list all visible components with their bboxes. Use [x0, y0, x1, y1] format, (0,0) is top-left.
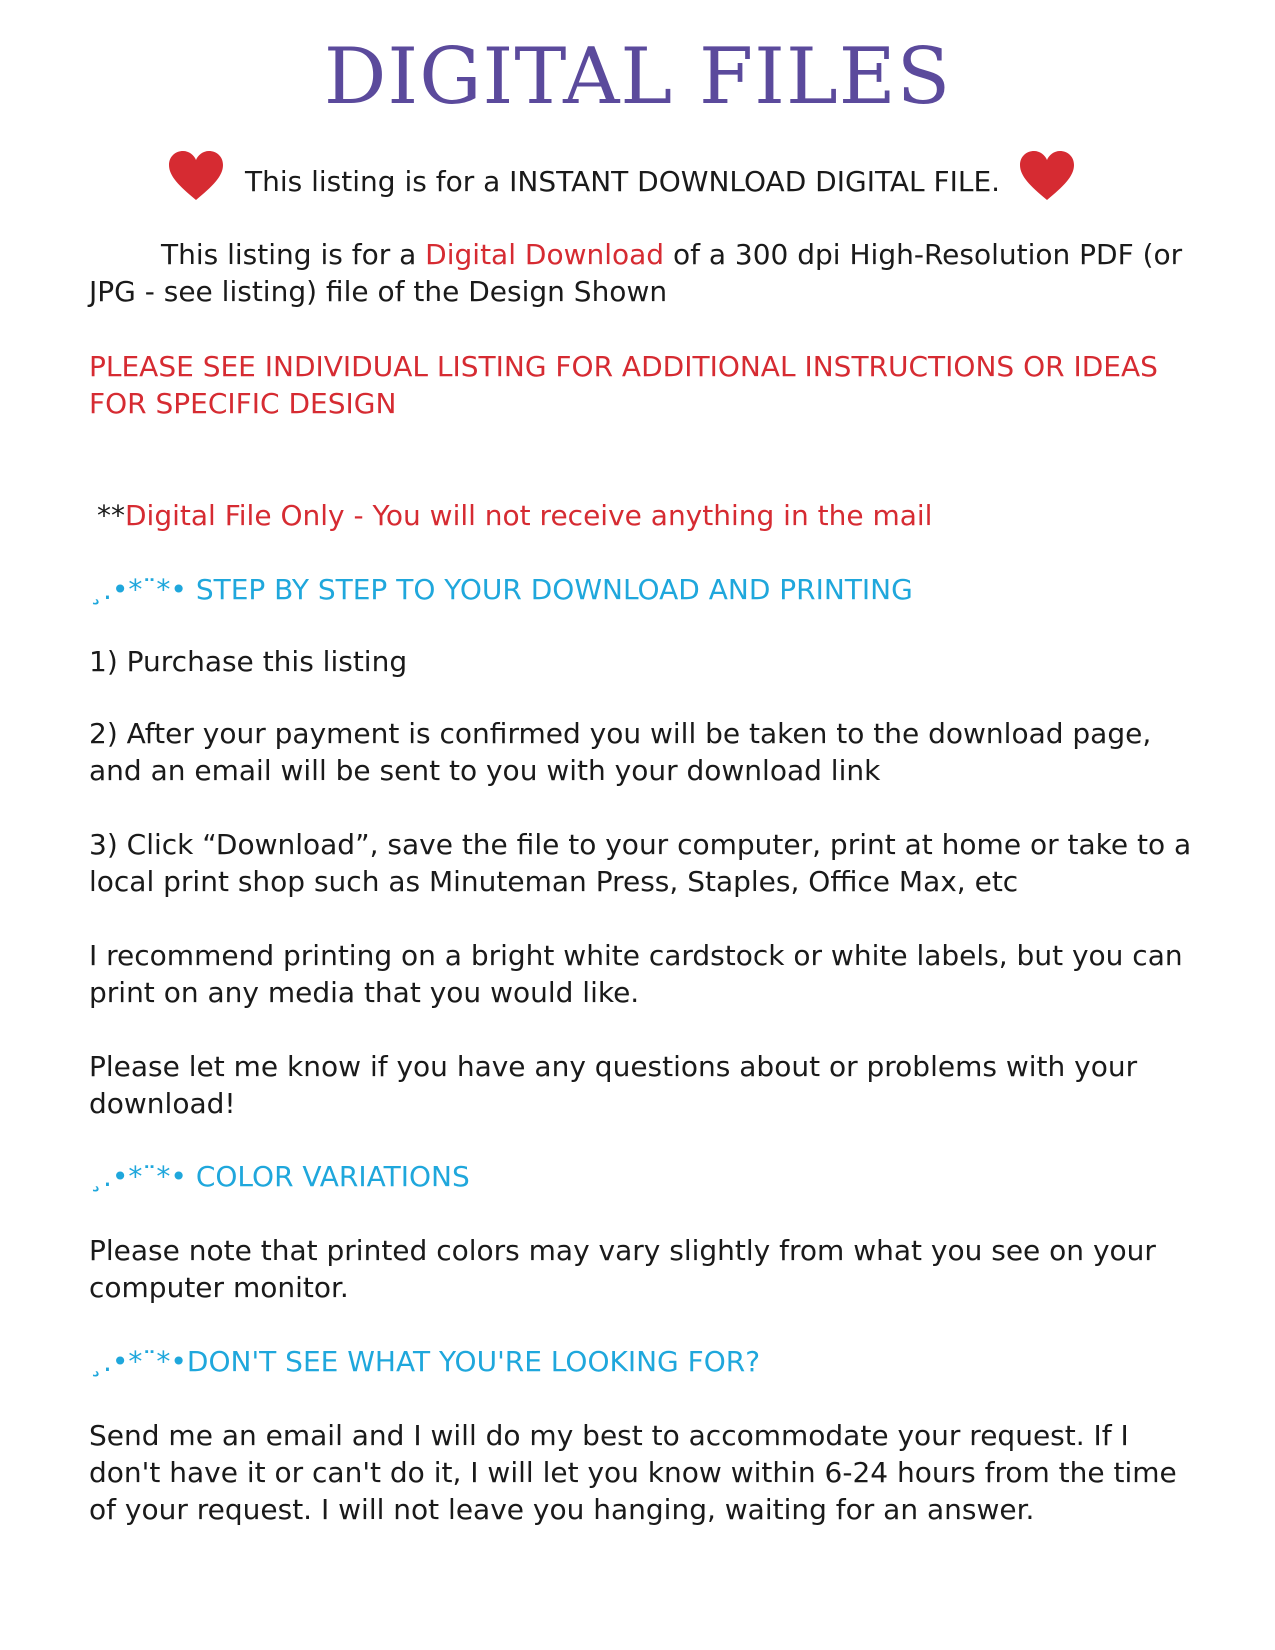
heart-icon [167, 150, 225, 202]
page-title: DIGITAL FILES [323, 32, 952, 122]
color-variations-text: Please note that printed colors may vary slightly from what you see on your computer monitor. [89, 1234, 1156, 1304]
description-paragraph [89, 236, 1199, 310]
step-2: 2) After your payment is confirmed you will be taken to the download page, and an email will be sent to you with your download link [89, 717, 1152, 787]
printing-recommendation: I recommend printing on a bright white cardstock or white labels, but you can print on any media that you would like. [89, 939, 1183, 1009]
intro-text: This listing is for a INSTANT DOWNLOAD DIGITAL FILE. [245, 165, 1001, 198]
heart-icon [1018, 150, 1076, 202]
request-text: Send me an email and I will do my best to accommodate your request. If I don't have it or can't do it, I will let you know within 6-24 hours from the time of your request. I will not leave you hanging, waiting for an answer. [89, 1419, 1177, 1526]
description-text-after: of a 300 dpi High-Resolution PDF (or JPG - see listing) file of the Design Shown [89, 238, 1183, 308]
digital-download-highlight: Digital Download [425, 238, 665, 271]
questions-note: Please let me know if you have any questions about or problems with your download! [89, 1050, 1138, 1120]
instructions-notice: PLEASE SEE INDIVIDUAL LISTING FOR ADDITIONAL INSTRUCTIONS OR IDEAS FOR SPECIFIC DESIGN [89, 350, 1158, 420]
digital-only-notice [97, 497, 1207, 534]
digital-only-text: Digital File Only - You will not receive anything in the mail [125, 499, 933, 532]
request-heading: ¸.•*¨*•DON'T SEE WHAT YOU'RE LOOKING FOR? [89, 1345, 761, 1378]
step-1: 1) Purchase this listing [89, 645, 408, 678]
color-variations-heading: ¸.•*¨*• COLOR VARIATIONS [89, 1160, 470, 1193]
steps-heading: ¸.•*¨*• STEP BY STEP TO YOUR DOWNLOAD AND PRINTING [89, 573, 913, 606]
description-text-before: This listing is for a [161, 238, 426, 271]
step-3: 3) Click “Download”, save the file to your computer, print at home or take to a local print shop such as Minuteman Press, Staples, Office Max, etc [89, 828, 1192, 898]
digital-only-prefix: ** [97, 499, 125, 532]
